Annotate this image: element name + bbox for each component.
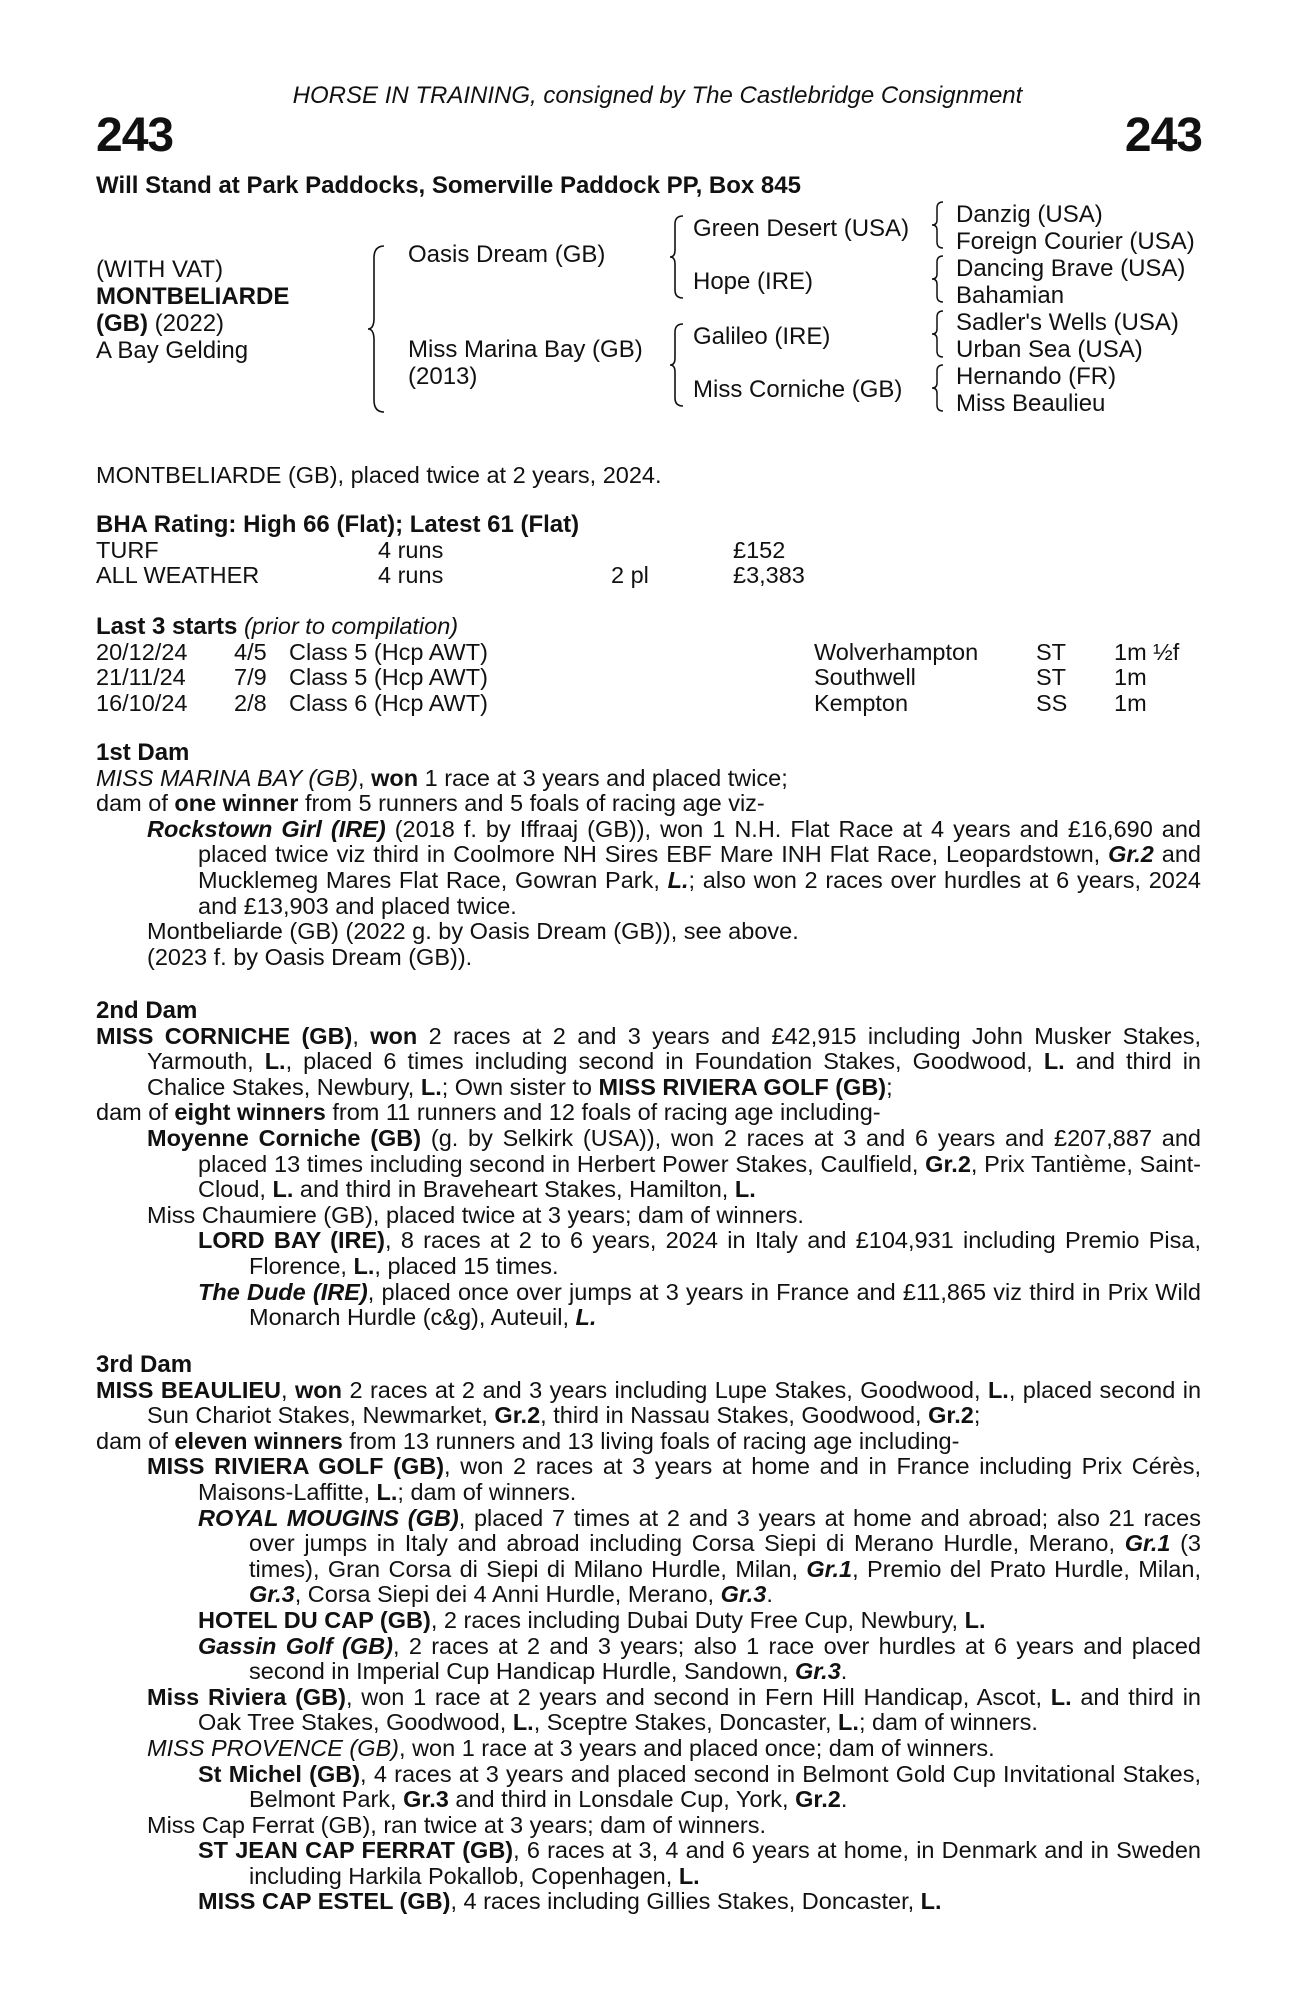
horse-origin: (GB): [96, 310, 148, 337]
horse-identity: [96, 256, 289, 364]
produce-miss-chaumiere: Miss Chaumiere (GB), placed twice at 3 years; dam of winners.: [147, 1201, 804, 1228]
third-dam-title: 3rd Dam: [96, 1351, 193, 1378]
second-dam-produce-summary: dam of eight winners from 11 runners and 12 foals of racing age including-: [96, 1099, 881, 1126]
pedigree-g3-2: Foreign Courier (USA): [956, 228, 1195, 255]
rating-row: ALL WEATHER 4 runs 2 pl £3,383: [96, 562, 805, 589]
produce-royal-mougins: ROYAL MOUGINS (GB), placed 7 times at 2 and 3 years at home and abroad; also 21 races over jumps in Italy and abroad including Corsa Siepi di Merano Hurdle, Merano, Gr.1 (3 times), Gran Corsa di Siepi di Milano Hurdle, Milan, Gr.1, Premio del Prato Hurdle, Milan, Gr.3, Corsa Siepi dei 4 Anni Hurdle, Merano, Gr.3.: [198, 1504, 1201, 1608]
produce-2023-filly: (2023 f. by Oasis Dream (GB)).: [147, 943, 473, 970]
pedigree-g3-6: Urban Sea (USA): [956, 336, 1143, 363]
produce-st-michel: St Michel (GB), 4 races at 3 years and placed second in Belmont Gold Cup Invitational Stakes, Belmont Park, Gr.3 and third in Lonsdale Cup, York, Gr.2.: [198, 1760, 1201, 1813]
third-dam-produce-summary: dam of eleven winners from 13 runners and 13 living foals of racing age including-: [96, 1427, 960, 1454]
produce-the-dude: The Dude (IRE), placed once over jumps at 3 years in France and £11,865 viz third in Prix Wild Monarch Hurdle (c&g), Auteuil, L.: [198, 1278, 1201, 1331]
produce-miss-cap-ferrat: Miss Cap Ferrat (GB), ran twice at 3 years; dam of winners.: [147, 1811, 767, 1838]
pedigree-brace-g3-1: [930, 200, 946, 250]
produce-miss-riviera: Miss Riviera (GB), won 1 race at 2 years and second in Fern Hill Handicap, Ascot, L. and third in Oak Tree Stakes, Goodwood, L., Sceptre Stakes, Doncaster, L.; dam of winners.: [147, 1683, 1201, 1736]
starts-table: [96, 640, 1179, 717]
pedigree-g3-1: Danzig (USA): [956, 201, 1103, 228]
pedigree-g3-5: Sadler's Wells (USA): [956, 309, 1179, 336]
pedigree-sire-dam: Hope (IRE): [693, 268, 814, 295]
consignment-header: HORSE IN TRAINING, consigned by The Castlebridge Consignment: [292, 82, 1023, 109]
pedigree-sire-sire: Green Desert (USA): [693, 215, 910, 242]
first-dam-record: MISS MARINA BAY (GB), won 1 race at 3 years and placed twice;: [96, 764, 788, 791]
produce-miss-provence: MISS PROVENCE (GB), won 1 race at 3 years and placed once; dam of winners.: [147, 1734, 995, 1761]
start-row: 21/11/24 7/9 Class 5 (Hcp AWT) Southwell ST 1m: [96, 664, 1147, 691]
pedigree-gen3: [956, 201, 1195, 417]
rating-table: [96, 538, 805, 589]
pedigree-g3-7: Hernando (FR): [956, 363, 1117, 390]
pedigree-brace-sire: [668, 214, 686, 300]
third-dam-section: [96, 1352, 1201, 1915]
produce-moyenne-corniche: Moyenne Corniche (GB) (g. by Selkirk (USA)), won 2 races at 3 and 6 years and £207,887 and placed 13 times including second in Herbert Power Stakes, Caulfield, Gr.2, Prix Tantième, Saint-Cloud, L. and third in Braveheart Stakes, Hamilton, L.: [147, 1124, 1202, 1203]
pedigree-brace-g3-3: [930, 309, 946, 359]
pedigree-brace-g3-2: [930, 254, 946, 304]
first-dam-title: 1st Dam: [96, 739, 190, 766]
second-dam-title: 2nd Dam: [96, 997, 198, 1024]
produce-gassin-golf: Gassin Golf (GB), 2 races at 2 and 3 years; also 1 race over hurdles at 6 years and placed second in Imperial Cup Handicap Hurdle, Sandown, Gr.3.: [198, 1632, 1201, 1685]
second-dam-record: MISS CORNICHE (GB), won 2 races at 2 and 3 years and £42,915 including John Musker Stakes, Yarmouth, L., placed 6 times including second in Foundation Stakes, Goodwood, L. and third in Chalice Stakes, Newbury, L.; Own sister to MISS RIVIERA GOLF (GB);: [96, 1022, 1201, 1100]
lot-number-right: 243: [1124, 109, 1202, 162]
pedigree-dam: Miss Marina Bay (GB) (2013): [408, 336, 643, 390]
rating-title: BHA Rating: High 66 (Flat); Latest 61 (Flat): [96, 511, 580, 538]
last-starts-block: [96, 614, 1201, 716]
first-dam-section: [96, 740, 1201, 970]
produce-miss-riviera-golf: MISS RIVIERA GOLF (GB), won 2 races at 3 years at home and in France including Prix Cérès, Maisons-Laffitte, L.; dam of winners.: [147, 1453, 1201, 1505]
starts-note: (prior to compilation): [243, 613, 459, 639]
pedigree-g3-3: Dancing Brave (USA): [956, 255, 1186, 282]
rating-block: [96, 512, 1201, 589]
pedigree-g3-8: Miss Beaulieu: [956, 390, 1106, 417]
starts-title: Last 3 starts: [96, 613, 238, 640]
pedigree-sire: Oasis Dream (GB): [408, 241, 606, 268]
horse-summary: MONTBELIARDE (GB), placed twice at 2 years, 2024.: [96, 462, 662, 488]
produce-rockstown-girl: Rockstown Girl (IRE) (2018 f. by Iffraaj (GB)), won 1 N.H. Flat Race at 4 years and £16,690 and placed twice viz third in Coolmore NH Sires EBF Mare INH Flat Race, Leopardstown, Gr.2 and Mucklemeg Mares Flat Race, Gowran Park, L.; also won 2 races over hurdles at 6 years, 2024 and £13,903 and placed twice.: [147, 815, 1202, 919]
stand-location: Will Stand at Park Paddocks, Somerville Paddock PP, Box 845: [96, 172, 801, 199]
pedigree-dam-sire: Galileo (IRE): [693, 323, 831, 350]
horse-year: (2022): [154, 310, 225, 337]
horse-name: MONTBELIARDE: [96, 283, 290, 310]
pedigree-dam-year: (2013): [408, 363, 478, 390]
pedigree-brace-g3-4: [930, 363, 946, 413]
first-dam-produce-summary: dam of one winner from 5 runners and 5 foals of racing age viz-: [96, 790, 765, 817]
produce-miss-cap-estel: MISS CAP ESTEL (GB), 4 races including Gillies Stakes, Doncaster, L.: [198, 1888, 942, 1915]
horse-description: A Bay Gelding: [96, 337, 249, 364]
pedigree-dam-dam: Miss Corniche (GB): [693, 376, 903, 403]
start-row: 16/10/24 2/8 Class 6 (Hcp AWT) Kempton SS 1m: [96, 689, 1147, 716]
produce-st-jean-cap-ferrat: ST JEAN CAP FERRAT (GB), 6 races at 3, 4 and 6 years at home, in Denmark and in Sweden including Harkila Pokallob, Copenhagen, L.: [198, 1837, 1201, 1889]
pedigree-g3-4: Bahamian: [956, 282, 1065, 309]
lot-number-left: 243: [96, 109, 174, 162]
second-dam-section: [96, 998, 1201, 1331]
produce-montbeliarde: Montbeliarde (GB) (2022 g. by Oasis Dream (GB)), see above.: [147, 918, 799, 945]
rating-row: TURF 4 runs £152: [96, 536, 786, 563]
start-row: 20/12/24 4/5 Class 5 (Hcp AWT) Wolverhampton ST 1m ½f: [96, 638, 1180, 665]
pedigree-brace-dam: [668, 322, 686, 408]
pedigree-brace-main: [366, 244, 388, 414]
produce-lord-bay: LORD BAY (IRE), 8 races at 2 to 6 years, 2024 in Italy and £104,931 including Premio Pisa, Florence, L., placed 15 times.: [198, 1227, 1201, 1279]
produce-hotel-du-cap: HOTEL DU CAP (GB), 2 races including Dubai Duty Free Cup, Newbury, L.: [198, 1606, 986, 1633]
vat-note: (WITH VAT): [96, 256, 224, 283]
third-dam-record: MISS BEAULIEU, won 2 races at 2 and 3 years including Lupe Stakes, Goodwood, L., placed second in Sun Chariot Stakes, Newmarket, Gr.2, third in Nassau Stakes, Goodwood, Gr.2;: [96, 1376, 1202, 1429]
